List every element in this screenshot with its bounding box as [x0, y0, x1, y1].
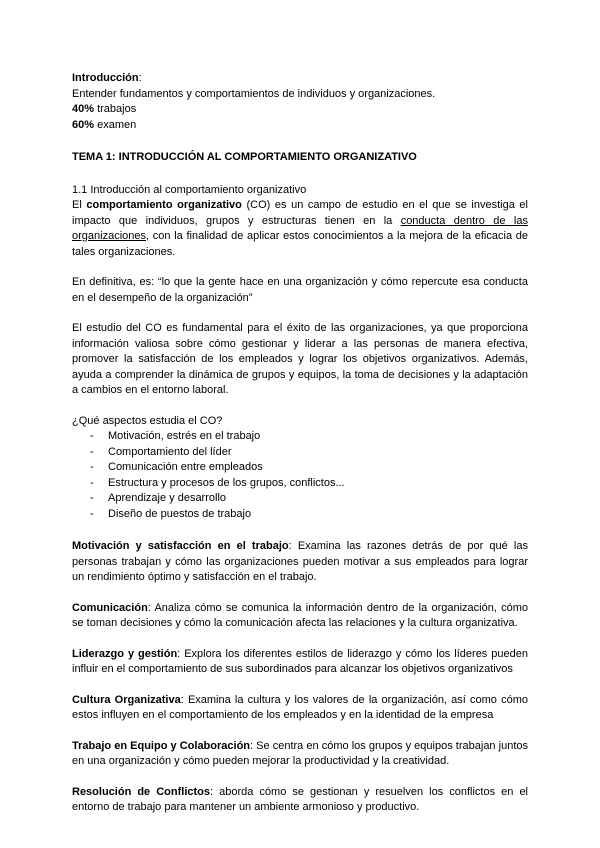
- topic-term: Comunicación: [72, 601, 148, 614]
- intro-heading-colon: :: [138, 72, 142, 84]
- topic-term: Cultura Organizativa: [72, 693, 181, 706]
- list-item: - Estructura y procesos de los grupos, conflictos...: [90, 476, 528, 492]
- topic-text: : aborda cómo se gestionan y resuelven los conflictos en el entorno de trabajo para mantener un ambiente armonioso y productivo.: [72, 785, 529, 813]
- tema1-title: TEMA 1: INTRODUCCIÓN AL COMPORTAMIENTO ORGANIZATIVO: [72, 151, 417, 163]
- text-run: El: [72, 199, 87, 211]
- co-term: comportamiento organizativo: [86, 199, 242, 211]
- section-1-1-heading: 1.1 Introducción al comportamiento organizativo: [72, 183, 307, 196]
- aspects-list: [72, 429, 528, 522]
- list-item: - Diseño de puestos de trabajo: [90, 507, 528, 523]
- text-run: , con la finalidad de aplicar estos conocimientos a la mejora de la eficacia de tales organizaciones.: [72, 230, 528, 258]
- topic-motivation: [72, 539, 528, 586]
- topic-leadership: [72, 647, 528, 678]
- intro-description: Entender fundamentos y comportamientos de individuos y organizaciones.: [72, 87, 436, 100]
- topic-term: Trabajo en Equipo y Colaboración: [72, 739, 251, 752]
- topic-term: Motivación y satisfacción en el trabajo: [72, 540, 289, 552]
- co-summary-quote: En definitiva, es: “lo que la gente hace en una organización y cómo repercute esa conducta en el desempeño de la organización”: [72, 276, 528, 304]
- topic-text: : Analiza cómo se comunica la información dentro de la organización, cómo se toman decisiones y cómo la comunicación afecta las relaciones y la cultura organizativa.: [72, 601, 528, 629]
- list-item: - Aprendizaje y desarrollo: [90, 491, 528, 507]
- underlined-phrase: conducta dentro de las organizaciones: [72, 214, 528, 242]
- grade-weight-percent: 60%: [72, 118, 95, 131]
- topic-conflict-resolution: [72, 785, 528, 816]
- list-item: - Comunicación entre empleados: [90, 460, 528, 476]
- topic-text: : Se centra en cómo los grupos y equipos trabajan juntos en una organización y cómo pueden mejorar la productividad y la creatividad.: [72, 739, 528, 767]
- topic-communication: [72, 601, 528, 632]
- grade-weight-label: examen: [94, 118, 137, 131]
- grade-weight-label: trabajos: [94, 103, 137, 115]
- text-run: (CO) es un campo de estudio en el que se investiga el impacto que individuos, grupos y estructuras tienen en la: [72, 199, 528, 227]
- list-item: - Motivación, estrés en el trabajo: [90, 429, 528, 445]
- grade-weight-assignments: [72, 102, 528, 118]
- intro-heading: [72, 71, 528, 87]
- topic-culture: [72, 693, 528, 724]
- co-definition-paragraph: [72, 198, 528, 260]
- co-importance-paragraph: El estudio del CO es fundamental para el éxito de las organizaciones, ya que proporciona información valiosa sobre cómo gestionar y liderar a las personas de manera efectiva, promover la satisfacción de los empleados y lograr los objetivos organizativos. Además, ayuda a comprender la dinámica de grupos y equipos, la toma de decisiones y la adaptación a cambios en el entorno laboral.: [72, 322, 528, 396]
- topic-text: : Examina las razones detrás de por qué las personas trabajan y cómo las organizaciones pueden motivar a sus empleados para lograr un rendimiento óptimo y satisfacción en el trabajo.: [72, 540, 528, 583]
- grade-weight-percent: 40%: [72, 103, 95, 115]
- topic-term: Resolución de Conflictos: [72, 785, 211, 798]
- grade-weight-exam: [72, 118, 528, 134]
- topic-text: : Examina la cultura y los valores de la organización, así como cómo estos influyen en el comportamiento de los empleados y en la identidad de la empresa: [72, 693, 528, 721]
- topic-text: : Explora los diferentes estilos de liderazgo y cómo los líderes pueden influir en el comportamiento de sus subordinados para alcanzar los objetivos organizativos: [72, 647, 529, 675]
- list-item: - Comportamiento del líder: [90, 445, 528, 461]
- topic-term: Liderazgo y gestión: [72, 647, 178, 660]
- aspects-question: ¿Qué aspectos estudia el CO?: [72, 414, 223, 427]
- topic-teamwork: [72, 739, 528, 770]
- intro-heading-label: Introducción: [72, 72, 139, 84]
